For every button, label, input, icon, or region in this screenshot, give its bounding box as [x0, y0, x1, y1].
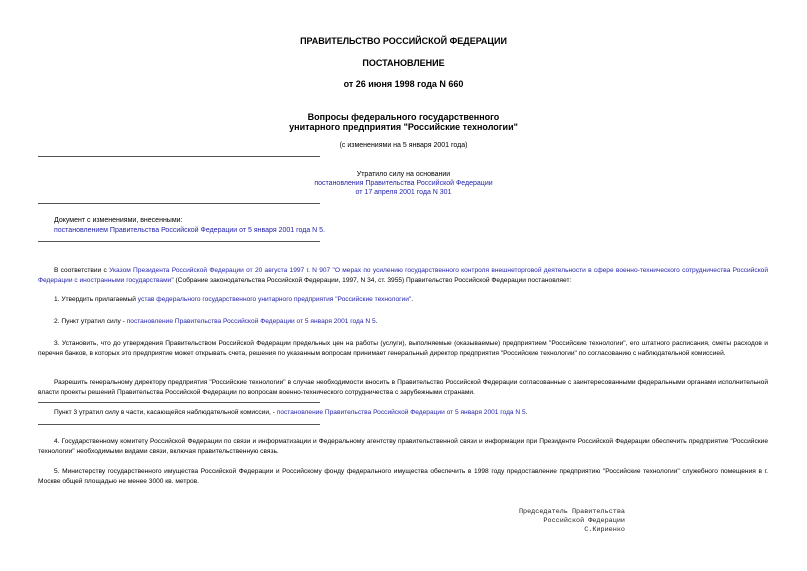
- item-3-paragraph: 3. Установить, что до утверждения Правительством Российской Федерации предельных цен на работы (услуги), выполняемые (оказываемые) предприятием "Российские технологии", его штатного расписания, сметы расходов и перечня банков, в которых это предприятие может открывать счета, решения по указанным вопросам принимает генеральный директор предприятия "Российские технологии" по согласованию с наблюдательной комиссией.: [38, 340, 768, 357]
- item-3-note-end: .: [525, 409, 528, 416]
- divider: [38, 156, 320, 157]
- changes-label: Документ с изменениями, внесенными:: [54, 217, 183, 224]
- repeal-note: Утратило силу на основании: [356, 171, 451, 178]
- item-5-paragraph: 5. Министерству государственного имущества Российской Федерации и Российскому фонду федерального имущества обеспечить в 1998 году предоставление предприятию "Российские технологии" служебного помещения в г. Москве общей площадью не менее 3000 кв. метров.: [38, 468, 768, 485]
- item-1-end: .: [411, 296, 414, 303]
- item-2-text: 2. Пункт утратил силу -: [54, 318, 127, 325]
- amendments-note: (с изменениями на 5 января 2001 года): [339, 142, 468, 149]
- charter-link[interactable]: устав федерального государственного унитарного предприятия "Российские технологии": [137, 296, 412, 303]
- document-title-line2: унитарного предприятия "Российские технологии": [289, 122, 518, 132]
- item-3-note: [38, 408, 768, 418]
- item-4-paragraph: 4. Государственному комитету Российской Федерации по связи и информатизации и Федеральному агентству правительственной связи и информации при Президенте Российской Федерации обеспечить предприятие "Российские технологии" необходимыми видами связи, включая правительственную связь.: [38, 438, 768, 455]
- changes-link[interactable]: постановлением Правительства Российской Федерации от 5 января 2001 года N 5.: [54, 227, 326, 234]
- divider: [38, 424, 320, 425]
- document-type: ПОСТАНОВЛЕНИЕ: [362, 58, 445, 68]
- signature-org: Российской Федерации: [543, 517, 625, 525]
- item-3-note-text: Пункт 3 утратил силу в части, касающейся наблюдательной комиссии, -: [54, 409, 277, 416]
- item-3b-paragraph: Разрешить генеральному директору предприятия "Российские технологии" в случае необходимости вносить в Правительство Российской Федерации согласованные с заинтересованными федеральными органами исполнительной власти проекты решений Правительства Российской Федерации по вопросам военно-технического сотрудничества с зарубежными странами.: [38, 379, 768, 396]
- signature-block: [519, 508, 625, 535]
- document-title-line1: Вопросы федерального государственного: [307, 112, 500, 122]
- item-3-note-link[interactable]: постановление Правительства Российской Федерации от 5 января 2001 года N 5: [276, 409, 526, 416]
- item-2-link[interactable]: постановление Правительства Российской Федерации от 5 января 2001 года N 5: [126, 318, 376, 325]
- document-date-number: от 26 июня 1998 года N 660: [343, 79, 464, 89]
- decree-link[interactable]: Указом Президента Российской Федерации от 20 августа 1997 г. N 907 "О мерах по усилению государственного контроля внешнеторговой деятельности в сфере военно-технического сотрудничества Российской Федерации с иностранными государствами": [38, 267, 769, 284]
- item-1-text: 1. Утвердить прилагаемый: [54, 296, 138, 303]
- preamble-text-end: (Собрание законодательства Российской Федерации, 1997, N 34, ст. 3955) Правительство Российской Федерации постановляет:: [173, 277, 572, 284]
- preamble-text: В соответствии с: [54, 267, 110, 274]
- signature-title: Председатель Правительства: [518, 508, 625, 516]
- signature-name: С.Кириенко: [584, 526, 625, 534]
- divider: [38, 241, 320, 242]
- government-title: ПРАВИТЕЛЬСТВО РОССИЙСКОЙ ФЕДЕРАЦИИ: [300, 36, 507, 46]
- item-2-end: .: [375, 318, 378, 325]
- divider: [38, 402, 320, 403]
- repeal-link-line1[interactable]: постановления Правительства Российской Федерации: [314, 180, 493, 187]
- divider: [38, 203, 320, 204]
- item-2-paragraph: [38, 317, 768, 327]
- item-1-paragraph: [38, 295, 768, 305]
- preamble-paragraph: [38, 266, 768, 286]
- repeal-link-line2[interactable]: от 17 апреля 2001 года N 301: [355, 189, 452, 196]
